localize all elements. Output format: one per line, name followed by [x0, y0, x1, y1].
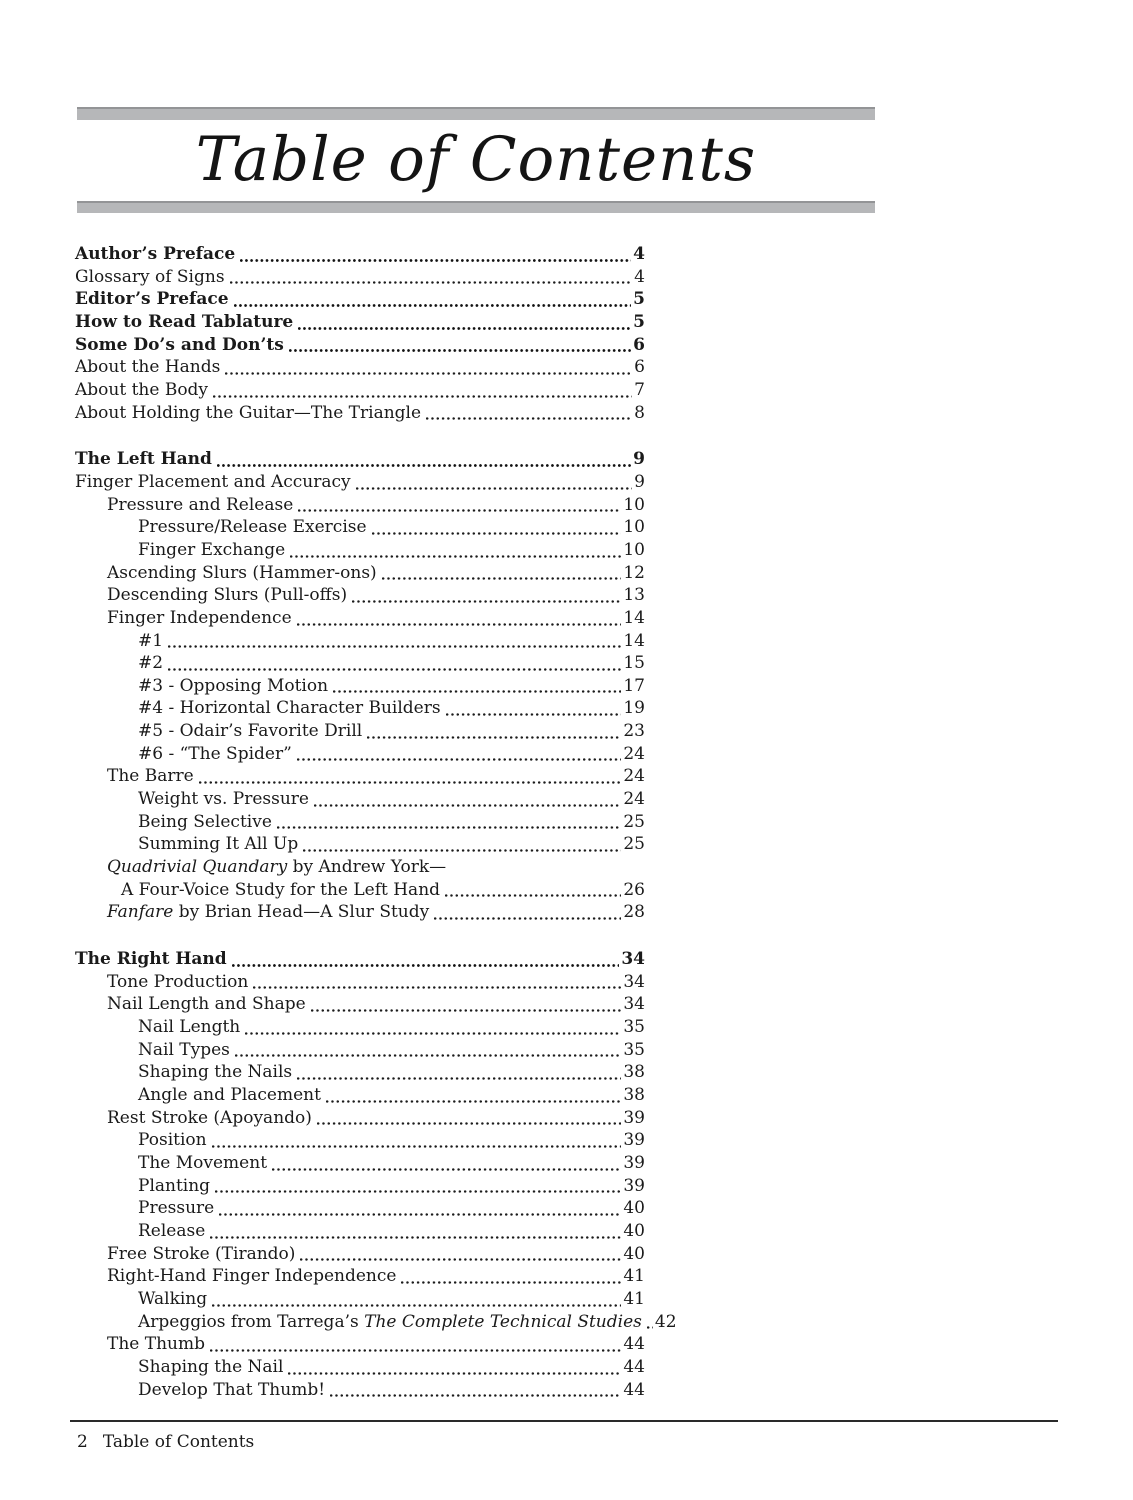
toc-entry-label: Fanfare by Brian Head—A Slur Study — [107, 902, 430, 923]
toc-leader-dots — [297, 620, 622, 629]
toc-entry-label: The Barre — [107, 766, 194, 787]
toc-entry-page: 9 — [633, 449, 645, 470]
toc-entry — [75, 993, 645, 1016]
toc-entry-label: Position — [138, 1130, 207, 1151]
toc-entry-page: 41 — [623, 1266, 645, 1287]
toc-leader-dots — [311, 1006, 622, 1015]
toc-entry-page: 23 — [623, 721, 645, 742]
toc-leader-dots — [300, 1255, 621, 1264]
toc-entry — [75, 448, 645, 471]
toc-leader-dots — [272, 1165, 621, 1174]
toc-entry-page: 26 — [623, 879, 645, 900]
toc-entry — [75, 379, 645, 402]
toc-entry — [75, 1288, 645, 1311]
toc-entry — [75, 811, 645, 834]
toc-leader-dots — [314, 801, 621, 810]
toc-entry-label: #6 - “The Spider” — [138, 743, 292, 764]
toc-entry — [75, 1061, 645, 1084]
toc-entry-page: 6 — [633, 334, 645, 355]
toc-entry-label: Release — [138, 1220, 206, 1241]
toc-leader-dots — [199, 778, 622, 787]
toc-entry-label: Pressure/Release Exercise — [138, 517, 367, 538]
toc-entry — [75, 1129, 645, 1152]
toc-entry-label: #2 — [138, 653, 164, 674]
toc-entry — [75, 607, 645, 630]
toc-entry-page: 24 — [623, 766, 645, 787]
toc-entry-label: Tone Production — [107, 971, 249, 992]
toc-leader-dots — [289, 346, 631, 355]
footer-page-number: 2 — [77, 1432, 88, 1452]
toc-entry — [75, 1220, 645, 1243]
toc-entry-label: Pressure and Release — [107, 494, 294, 515]
toc-entry-page: 41 — [623, 1288, 645, 1309]
toc-entry-label: Rest Stroke (Apoyando) — [107, 1107, 312, 1128]
toc-entry-label: #4 - Horizontal Character Builders — [138, 698, 441, 719]
toc-entry — [75, 516, 645, 539]
toc-entry-page: 4 — [633, 244, 645, 264]
toc-leader-dots — [225, 369, 632, 378]
toc-entry-label: Free Stroke (Tirando) — [107, 1243, 296, 1264]
toc-leader-dots — [446, 710, 622, 719]
toc-entry — [75, 765, 645, 788]
toc-leader-dots — [298, 506, 621, 515]
toc-entry-page: 17 — [623, 675, 645, 696]
toc-entry — [75, 788, 645, 811]
toc-entry-page: 35 — [623, 1017, 645, 1037]
toc-leader-dots — [298, 324, 631, 333]
toc-leader-dots — [303, 846, 621, 855]
toc-entry — [75, 562, 645, 585]
toc-entry-label: Descending Slurs (Pull-offs) — [107, 585, 348, 606]
toc-entry — [75, 675, 645, 698]
toc-entry — [75, 948, 645, 971]
toc-entry-label: #1 — [138, 630, 164, 651]
toc-leader-dots — [297, 755, 622, 764]
toc-entry-label: Planting — [138, 1175, 211, 1196]
toc-entry-page: 24 — [623, 789, 645, 810]
toc-leader-dots — [426, 414, 632, 423]
toc-entry-label: How to Read Tablature — [75, 311, 294, 332]
toc-leader-dots — [215, 1187, 621, 1196]
toc-entry-page: 7 — [634, 379, 645, 400]
toc-entry-page: 39 — [623, 1152, 645, 1173]
toc-leader-dots — [352, 597, 621, 606]
toc-entry-label: Summing It All Up — [138, 834, 299, 855]
toc-entry — [75, 1379, 645, 1402]
toc-entry-label: About the Body — [75, 379, 209, 400]
toc-entry — [75, 652, 645, 675]
toc-entry-page: 34 — [623, 994, 645, 1015]
toc-leader-dots — [317, 1119, 621, 1128]
toc-section-front-matter — [75, 243, 645, 424]
toc-leader-dots — [401, 1278, 621, 1287]
toc-entry-page: 44 — [623, 1379, 645, 1400]
toc-leader-dots — [168, 665, 621, 674]
toc-entry-page: 13 — [623, 585, 645, 606]
toc-entry-label: Quadrivial Quandary by Andrew York— — [107, 857, 447, 878]
toc-entry-page: 35 — [623, 1039, 645, 1060]
toc-entry-page: 34 — [623, 971, 645, 992]
toc-entry-page: 9 — [634, 471, 645, 492]
toc-leader-dots — [210, 1233, 621, 1242]
toc-entry — [75, 311, 645, 334]
toc-entry — [75, 720, 645, 743]
toc-entry-label: Being Selective — [138, 811, 272, 832]
toc-leader-dots — [434, 914, 621, 923]
toc-entry-page: 19 — [623, 698, 645, 719]
toc-entry-page: 10 — [623, 539, 645, 560]
toc-entry-label: #5 - Odair’s Favorite Drill — [138, 721, 363, 742]
toc-leader-dots — [297, 1074, 621, 1083]
toc-leader-dots — [253, 983, 621, 992]
toc-entry-label: The Left Hand — [75, 449, 212, 470]
toc-entry-label: Author’s Preface — [75, 244, 236, 264]
toc-entry-label: The Thumb — [107, 1334, 205, 1355]
page-footer — [77, 1431, 254, 1453]
toc-leader-dots — [382, 574, 622, 583]
toc-entry-page: 12 — [623, 562, 645, 583]
toc-leader-dots — [445, 891, 621, 900]
toc-entry — [75, 879, 645, 902]
toc-entry-label: Pressure — [138, 1198, 215, 1219]
footer-label: Table of Contents — [102, 1432, 255, 1452]
toc-entry-page: 8 — [634, 402, 645, 423]
toc-leader-dots — [367, 733, 621, 742]
toc-leader-dots — [245, 1029, 621, 1038]
toc-entry-page: 38 — [623, 1084, 645, 1105]
toc-entry-label: Some Do’s and Don’ts — [75, 334, 284, 355]
toc-entry-page: 39 — [623, 1107, 645, 1128]
toc-leader-dots — [277, 823, 621, 832]
toc-entry — [75, 1084, 645, 1107]
toc-entry — [75, 334, 645, 357]
toc-entry-label: Angle and Placement — [138, 1084, 321, 1105]
toc-entry-label: Nail Types — [138, 1039, 230, 1060]
toc-leader-dots — [290, 552, 621, 561]
toc-entry — [75, 630, 645, 653]
toc-entry — [75, 1039, 645, 1062]
toc-entry-label: Walking — [138, 1288, 208, 1309]
toc-entry — [75, 584, 645, 607]
toc-entry — [75, 539, 645, 562]
toc-entry — [75, 856, 645, 879]
toc-entry — [75, 243, 645, 266]
toc-entry — [75, 1016, 645, 1039]
toc-entry-page: 34 — [621, 949, 645, 970]
toc-leader-dots — [326, 1097, 621, 1106]
toc-leader-dots — [217, 461, 631, 470]
toc-leader-dots — [356, 484, 633, 493]
toc-entry — [75, 1107, 645, 1130]
toc-entry-label: Finger Independence — [107, 607, 292, 628]
toc-entry-page: 6 — [634, 357, 645, 378]
toc-entry-page: 5 — [633, 289, 645, 310]
header-rule-bottom — [77, 201, 875, 213]
toc-entry — [75, 1311, 677, 1334]
toc-entry-page: 25 — [623, 811, 645, 832]
toc-entry — [75, 1243, 645, 1266]
toc-entry-page: 40 — [623, 1243, 645, 1264]
toc-entry-page: 10 — [623, 494, 645, 515]
toc-leader-dots — [212, 1301, 621, 1310]
toc-entry-label: #3 - Opposing Motion — [138, 675, 329, 696]
toc-leader-dots — [232, 961, 620, 970]
toc-leader-dots — [372, 529, 622, 538]
toc-entry — [75, 743, 645, 766]
toc-leader-dots — [234, 301, 632, 310]
toc-entry-label: About the Hands — [75, 357, 221, 378]
toc-entry — [75, 971, 645, 994]
toc-entry — [75, 833, 645, 856]
toc-entry-page: 14 — [623, 607, 645, 628]
page-title: Table of Contents — [195, 124, 757, 195]
footer-rule — [70, 1420, 1058, 1422]
toc-entry-label: Right-Hand Finger Independence — [107, 1266, 397, 1287]
toc-entry — [75, 1175, 645, 1198]
toc-entry — [75, 1333, 645, 1356]
toc-leader-dots — [288, 1369, 621, 1378]
toc-entry-label: Nail Length — [138, 1017, 241, 1037]
toc-entry-page: 38 — [623, 1062, 645, 1083]
toc-leader-dots — [240, 256, 631, 265]
toc-entry — [75, 471, 645, 494]
toc-entry — [75, 1356, 645, 1379]
toc-entry-label: Finger Placement and Accuracy — [75, 471, 351, 492]
toc-entry-label: Nail Length and Shape — [107, 994, 306, 1015]
toc-leader-dots — [210, 1346, 621, 1355]
toc-entry-page: 44 — [623, 1334, 645, 1355]
toc-entry-label: A Four-Voice Study for the Left Hand — [121, 879, 441, 900]
toc-entry-label: Glossary of Signs — [75, 266, 225, 287]
toc-entry-page: 40 — [623, 1198, 645, 1219]
toc-entry-label: The Movement — [138, 1152, 268, 1173]
toc-entry-page: 42 — [654, 1311, 677, 1332]
toc-entry-page: 44 — [623, 1356, 645, 1377]
toc-entry-page: 14 — [623, 630, 645, 651]
toc-entry — [75, 288, 645, 311]
toc-entry-label: Shaping the Nails — [138, 1062, 293, 1083]
toc-entry-page: 25 — [623, 834, 645, 855]
toc-leader-dots — [333, 687, 621, 696]
toc-entry-label: Editor’s Preface — [75, 289, 229, 310]
toc-entry — [75, 697, 645, 720]
toc-leader-dots — [212, 1142, 622, 1151]
toc-leader-dots — [219, 1210, 621, 1219]
toc-leader-dots — [168, 642, 621, 651]
toc-entry — [75, 1265, 645, 1288]
toc-entry — [75, 901, 645, 924]
toc-entry-label: Ascending Slurs (Hammer-ons) — [107, 562, 377, 583]
toc-entry-label: Weight vs. Pressure — [138, 789, 309, 810]
toc-section-the-right-hand — [75, 948, 677, 1401]
toc-entry-page: 10 — [623, 517, 645, 538]
toc-entry — [75, 266, 645, 289]
toc-entry-label: Develop That Thumb! — [138, 1379, 326, 1400]
toc-entry-label: Arpeggios from Tarrega’s The Complete Technical Studies — [138, 1311, 642, 1332]
toc-leader-dots — [647, 1323, 653, 1332]
toc-section-the-left-hand — [75, 448, 645, 924]
toc-entry-page: 4 — [634, 266, 645, 287]
toc-leader-dots — [330, 1391, 621, 1400]
toc-entry-page: 40 — [623, 1220, 645, 1241]
toc-list — [75, 243, 677, 1401]
toc-entry — [75, 1197, 645, 1220]
toc-entry-page: 15 — [623, 653, 645, 674]
toc-entry — [75, 494, 645, 517]
toc-entry-page: 5 — [633, 311, 645, 332]
toc-leader-dots — [235, 1051, 621, 1060]
toc-entry — [75, 356, 645, 379]
toc-entry — [75, 402, 645, 425]
toc-entry-page: 39 — [623, 1175, 645, 1196]
toc-leader-dots — [230, 278, 633, 287]
toc-entry-page: 24 — [623, 743, 645, 764]
toc-entry — [75, 1152, 645, 1175]
toc-entry-label: Shaping the Nail — [138, 1356, 284, 1377]
toc-leader-dots — [213, 392, 632, 401]
toc-entry-page: 28 — [623, 902, 645, 923]
toc-entry-page: 39 — [623, 1130, 645, 1151]
toc-entry-label: About Holding the Guitar—The Triangle — [75, 402, 422, 423]
toc-entry-label: Finger Exchange — [138, 539, 286, 560]
toc-entry-label: The Right Hand — [75, 949, 227, 970]
